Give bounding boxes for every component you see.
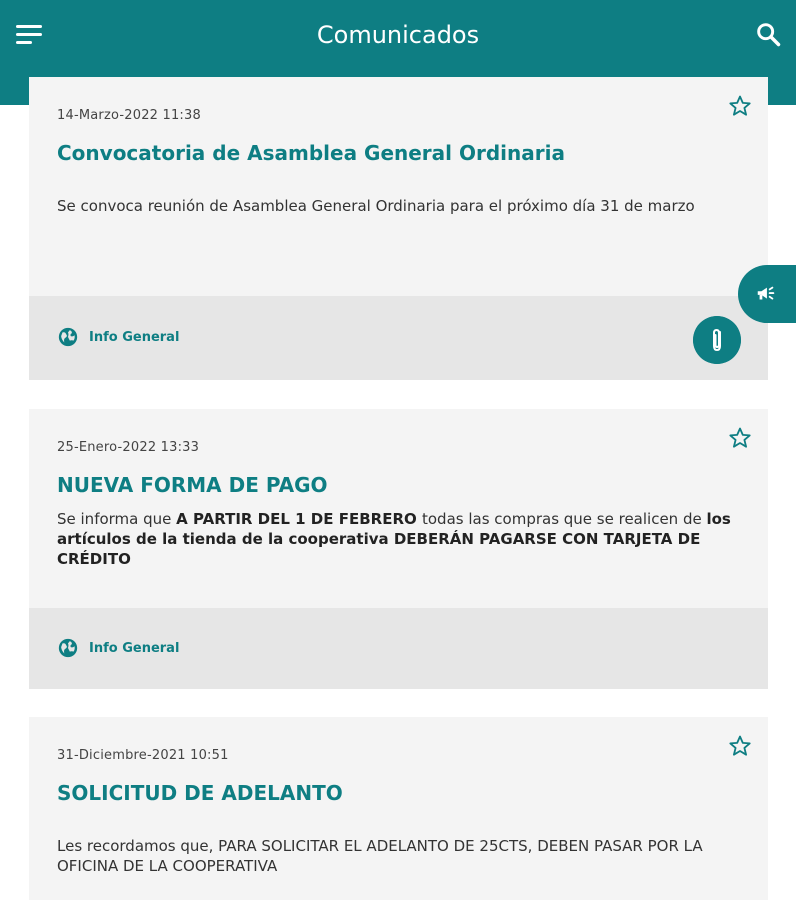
globe-icon — [57, 326, 79, 348]
post-title[interactable]: SOLICITUD DE ADELANTO — [57, 781, 343, 805]
star-outline-icon[interactable] — [728, 94, 752, 118]
megaphone-icon — [754, 283, 778, 305]
post-body — [57, 509, 737, 569]
post-title[interactable]: Convocatoria de Asamblea General Ordinaria — [57, 141, 565, 165]
post-card[interactable] — [29, 409, 768, 689]
category-tag[interactable] — [57, 637, 179, 659]
page-title: Comunicados — [316, 21, 480, 49]
post-body: Les recordamos que, PARA SOLICITAR EL ADELANTO DE 25CTS, DEBEN PASAR POR LA OFICINA DE LA COOPERATIVA — [57, 837, 703, 875]
post-body: Se convoca reunión de Asamblea General Ordinaria para el próximo día 31 de marzo — [57, 197, 695, 215]
star-outline-icon[interactable] — [728, 734, 752, 758]
post-card[interactable] — [29, 77, 768, 380]
post-date: 25-Enero-2022 13:33 — [57, 440, 200, 455]
post-body-part-bold: A PARTIR DEL 1 DE FEBRERO — [176, 510, 422, 528]
globe-icon — [57, 637, 79, 659]
announcement-button[interactable] — [738, 265, 796, 323]
category-label: Info General — [89, 640, 180, 656]
post-body-part-bold: los artículos de la tienda de la cooperativa DEBERÁN PAGARSE CON TARJETA DE CRÉDITO — [57, 510, 731, 568]
search-icon[interactable] — [754, 20, 782, 48]
category-label: Info General — [89, 329, 180, 345]
category-tag[interactable] — [57, 326, 179, 348]
post-card[interactable] — [29, 717, 768, 900]
post-body-part: Se informa que — [57, 510, 177, 528]
post-date: 31-Diciembre-2021 10:51 — [57, 748, 229, 763]
paperclip-icon[interactable] — [693, 316, 741, 364]
post-body-part: todas las compras que se realicen de — [421, 510, 707, 528]
post-date: 14-Marzo-2022 11:38 — [57, 108, 201, 123]
post-title[interactable]: NUEVA FORMA DE PAGO — [57, 473, 328, 497]
star-outline-icon[interactable] — [728, 426, 752, 450]
